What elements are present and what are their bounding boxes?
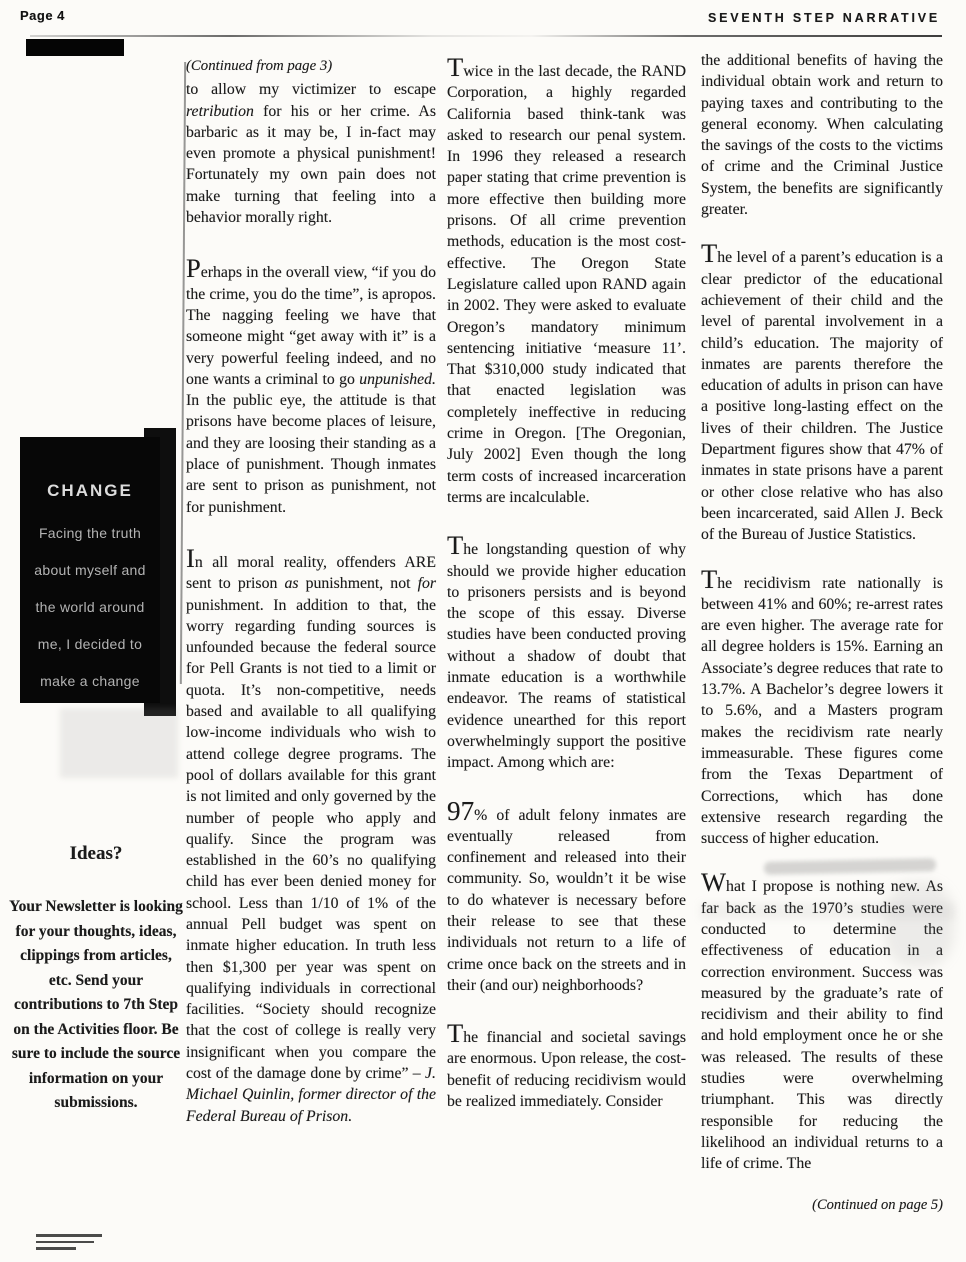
change-box: [20, 437, 160, 703]
ideas-notice: [8, 843, 184, 1116]
ideas-body: Your Newsletter is looking for your thoughts, ideas, clippings from articles, etc. Send your contributions to 7th Step on the Activities floor. Be sure to include the source information on your submissions.: [9, 898, 183, 1111]
page-number: Page 4: [20, 8, 65, 23]
scan-fold-line: [180, 62, 186, 684]
ideas-title: Ideas?: [69, 843, 123, 864]
change-quote: Facing the truth about myself and the world around me, I decided to make a change: [34, 525, 146, 689]
change-pullquote: [20, 428, 178, 798]
continued-from-note: (Continued from page 3): [186, 58, 333, 74]
article-column-2: [447, 54, 686, 1136]
continued-on-note: (Continued on page 5): [812, 1196, 943, 1213]
header-rule: [30, 35, 942, 37]
paragraph: The financial and societal savings are enormous. Upon release, the cost-benefit of reducing recidivism would be realized immediately. Consider: [447, 1018, 686, 1111]
header-black-bar: [26, 39, 124, 56]
scan-marks: [36, 1234, 102, 1254]
article-column-1: [186, 56, 436, 1154]
paragraph: The level of a parent’s education is a clear predictor of the educational achievement of their child and the level of parental involvement in a child’s education. The majority of inmates are parents therefore the education of adults in prison can have a positive long-lasting effect on the lives of their children. The Justice Department figures show that 47% of inmates in state prisons have a parent or other close relative who has also been incarcerated, said Allen J. Beck of the Bureau of Justice Statistics.: [701, 238, 943, 544]
paragraph: In all moral reality, offenders ARE sent to prison as punishment, not for punishment. In addition to that, the worry regarding funding sources is unfounded because the federal source for Pell Grants is not tied to a limit or quota. It’s non-competitive, needs based and available to all qualifying low-income individuals who wish to attend college degree programs. The pool of dollars available for this grant is not limited and only governed by the number of people who apply and qualify. Since the program was established in the 60’s no qualifying child has ever been denied money for school. Less than 1/10 of 1% of the annual Pell budget was spent on inmate higher education. In truth less then $1,300 per year was spent on qualifying individuals in correctional facilities. “Society should recognize that the cost of college is really very insignificant when you compare the cost of the damage done by crime” – J. Michael Quinlin, former director of the Federal Bureau of Prison.: [186, 542, 437, 1125]
paragraph: Perhaps in the overall view, “if you do the crime, you do the time”, is apropos. The nagging feeling we have that someone might “get away with it” is a very powerful feeling indeed, and no one wants a criminal to go unpunished. In the public eye, the attitude is that prisons have become places of leisure, and they are loosing their standing as a place of punishment. Though inmates are sent to prison as punishment, not for punishment.: [186, 253, 436, 516]
paragraph: The recidivism rate nationally is between 41% and 60%; re-arrest rates are even higher. The average rate for all degree holders is 15%. Earning an Associate’s degree reduces that rate to 13.7%. A Bachelor’s degree lowers it to 5.6%, and a Masters program makes the recidivism rate nearly immeasurable. These figures come from the Texas Department of Corrections, which has done extensive research regarding the success of higher education.: [701, 563, 943, 848]
change-title: CHANGE: [47, 481, 133, 500]
paragraph: to allow my victimizer to escape retribution for his or her crime. As barbaric as it may be, I in-fact may even promote a physical punishment! Fortunately my own pain does not make turning that feeling into a behavior morally right.: [186, 81, 436, 227]
article-column-3: [701, 50, 943, 1236]
paragraph: What I propose is nothing new. As far back as the 1970’s studies were conducted to determine the effectiveness of education in a correction environment. Success was measured by the graduate’s rate of recidivism and their ability to find and hold employment once he or she was released. The results of these studies were overwhelming triumphant. This was directly responsible for reducing the likelihood an individual returns to a life of crime. The: [701, 867, 943, 1173]
paragraph: the additional benefits of having the individual obtain work and return to paying taxes and contributing to the general economy. When calculating the savings of the costs to the victims of crime and the Criminal Justice System, the benefits are significantly greater.: [701, 52, 943, 219]
paragraph: Twice in the last decade, the RAND Corporation, a highly regarded California based think-tank was asked to research our penal system. In 1996 they released a research paper stating that crime prevention is more effective then building more prisons. Of all crime prevention methods, education is the most cost-effective. The Oregon State Legislature called upon RAND again in 2002. They were asked to evaluate Oregon’s mandatory minimum sentencing initiative ‘measure 11’. That $310,000 study indicated that that enacted legislation was completely ineffective in reducing crime in Oregon. [The Oregonian, July 2002] Even though the long term costs of increased incarceration terms are incalculable.: [447, 52, 686, 506]
paragraph-statistic-97: 97% of adult felony inmates are eventually released from confinement and released into their community. So, wouldn’t it be wise to do whatever is necessary before their release to see that these individuals not return to a life of crime once back on the streets and in their (and our) neighborhoods?: [447, 795, 686, 994]
paragraph: The longstanding question of why should we provide higher education to prisoners persists and is beyond the scope of this essay. Diverse studies have been conducted proving without a shadow of doubt that inmate education is a worthwhile endeavor. The reams of statistical evidence unearthed for this report overwhelmingly support the positive impact. Among which are:: [447, 530, 686, 772]
newsletter-masthead: SEVENTH STEP NARRATIVE: [708, 11, 940, 25]
scan-shadow: [60, 708, 178, 778]
